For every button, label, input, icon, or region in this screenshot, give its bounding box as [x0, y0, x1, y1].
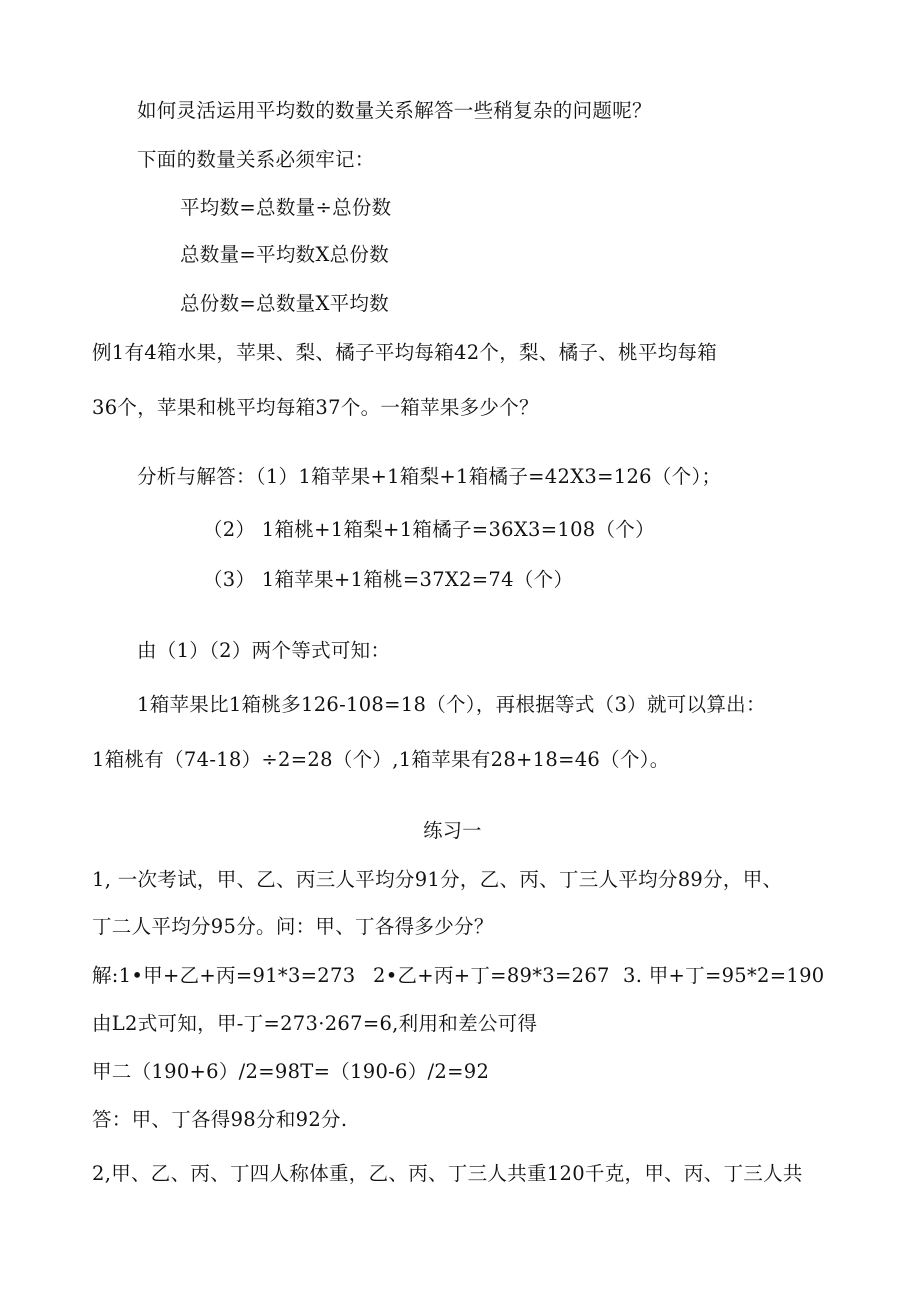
example1-deduce: 由（1）（2）两个等式可知： — [137, 639, 391, 662]
example1-step-1: 1箱苹果比1箱桃多126-108=18（个），再根据等式（3）就可以算出： — [137, 693, 766, 716]
example1-problem-line2: 36个，苹果和桃平均每箱37个。一箱苹果多少个？ — [92, 396, 539, 419]
intro-question: 如何灵活运用平均数的数量关系解答一些稍复杂的问题呢？ — [137, 99, 652, 122]
formula-count: 总份数=总数量X平均数 — [180, 292, 390, 315]
formula-total: 总数量=平均数X总份数 — [180, 243, 390, 266]
exercise-answer: 答：甲、丁各得98分和92分. — [92, 1108, 348, 1131]
exercise-solution-line2: 由L2式可知，甲-丁=273·267=6,利用和差公可得 — [92, 1012, 538, 1035]
example1-analysis-1: 分析与解答：（1）1箱苹果+1箱梨+1箱橘子=42X3=126（个）； — [137, 465, 722, 488]
example1-step-2: 1箱桃有（74-18）÷2=28（个）,1箱苹果有28+18=46（个）。 — [92, 748, 670, 771]
example1-analysis-2: （2） 1箱桃+1箱梨+1箱橘子=36X3=108（个） — [203, 518, 655, 541]
exercise-solution-line3: 甲二（190+6）/2=98T=（190-6）/2=92 — [92, 1060, 490, 1083]
example1-problem-line1: 例1有4箱水果，苹果、梨、橘子平均每箱42个，梨、橘子、桃平均每箱 — [92, 341, 718, 364]
exercise-title: 练习一 — [423, 819, 482, 842]
exercise-q1-line2: 丁二人平均分95分。问：甲、丁各得多少分？ — [92, 915, 494, 938]
example1-analysis-3: （3） 1箱苹果+1箱桃=37X2=74（个） — [203, 568, 574, 591]
exercise-solution-part1: 解:1•甲+乙+丙=91*3=273 — [92, 964, 356, 987]
exercise-q2-line1: 2,甲、乙、丙、丁四人称体重，乙、丙、丁三人共重120千克，甲、丙、丁三人共 — [92, 1162, 803, 1185]
exercise-solution-part3: 3. 甲+丁=95*2=190 — [623, 964, 825, 987]
exercise-solution-part2: 2•乙+丙+丁=89*3=267 — [373, 964, 610, 987]
formula-average: 平均数=总数量÷总份数 — [180, 196, 392, 219]
exercise-q1-line1: 1, 一次考试，甲、乙、丙三人平均分91分，乙、丙、丁三人平均分89分，甲、 — [92, 868, 783, 891]
intro-remember: 下面的数量关系必须牢记： — [137, 148, 375, 171]
